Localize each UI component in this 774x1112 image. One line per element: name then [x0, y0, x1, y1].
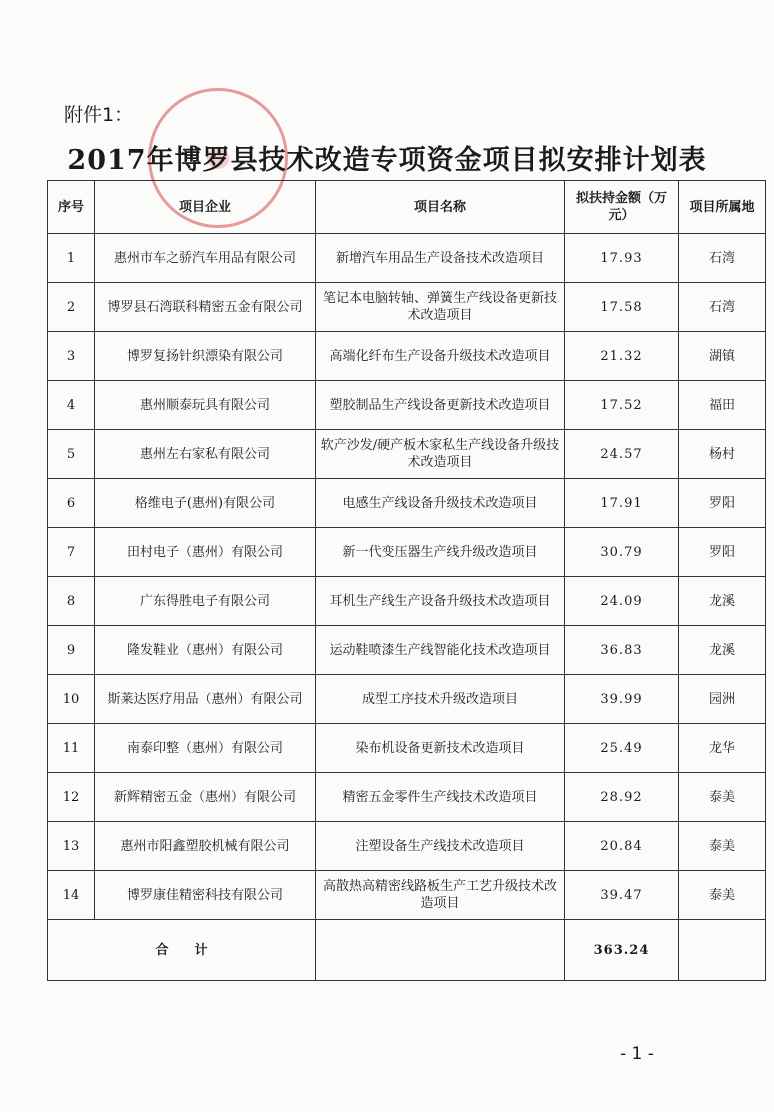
cell-project: 新一代变压器生产线升级改造项目 — [316, 528, 565, 577]
cell-index: 6 — [48, 479, 95, 528]
table-row — [48, 675, 766, 724]
header-amount: 拟扶持金额（万元） — [565, 181, 679, 234]
cell-index: 9 — [48, 626, 95, 675]
cell-index: 3 — [48, 332, 95, 381]
cell-location: 杨村 — [679, 430, 766, 479]
cell-company: 博罗复扬针织漂染有限公司 — [95, 332, 316, 381]
cell-amount: 20.84 — [565, 822, 679, 871]
table-row — [48, 577, 766, 626]
cell-company: 田村电子（惠州）有限公司 — [95, 528, 316, 577]
table-row — [48, 773, 766, 822]
cell-amount: 17.91 — [565, 479, 679, 528]
cell-index: 12 — [48, 773, 95, 822]
cell-amount: 25.49 — [565, 724, 679, 773]
cell-company: 惠州顺泰玩具有限公司 — [95, 381, 316, 430]
cell-location: 泰美 — [679, 822, 766, 871]
cell-location: 龙溪 — [679, 626, 766, 675]
cell-amount: 17.58 — [565, 283, 679, 332]
table-row — [48, 234, 766, 283]
cell-location: 福田 — [679, 381, 766, 430]
cell-index: 7 — [48, 528, 95, 577]
cell-project: 高端化纤布生产设备升级技术改造项目 — [316, 332, 565, 381]
cell-project: 耳机生产线生产设备升级技术改造项目 — [316, 577, 565, 626]
cell-location: 泰美 — [679, 773, 766, 822]
header-company: 项目企业 — [95, 181, 316, 234]
cell-amount: 36.83 — [565, 626, 679, 675]
table-row — [48, 871, 766, 920]
table-row — [48, 626, 766, 675]
cell-company: 博罗康佳精密科技有限公司 — [95, 871, 316, 920]
cell-company: 惠州市车之骄汽车用品有限公司 — [95, 234, 316, 283]
cell-amount: 39.99 — [565, 675, 679, 724]
header-location: 项目所属地 — [679, 181, 766, 234]
cell-company: 隆发鞋业（惠州）有限公司 — [95, 626, 316, 675]
table-row — [48, 528, 766, 577]
cell-project: 新增汽车用品生产设备技术改造项目 — [316, 234, 565, 283]
header-project: 项目名称 — [316, 181, 565, 234]
table-row — [48, 479, 766, 528]
total-amount: 363.24 — [565, 920, 679, 981]
cell-project: 电感生产线设备升级技术改造项目 — [316, 479, 565, 528]
cell-company: 广东得胜电子有限公司 — [95, 577, 316, 626]
cell-index: 11 — [48, 724, 95, 773]
total-row — [48, 920, 766, 981]
table-row — [48, 283, 766, 332]
cell-amount: 21.32 — [565, 332, 679, 381]
cell-amount: 39.47 — [565, 871, 679, 920]
cell-amount: 17.52 — [565, 381, 679, 430]
cell-index: 13 — [48, 822, 95, 871]
cell-project: 笔记本电脑转轴、弹簧生产线设备更新技术改造项目 — [316, 283, 565, 332]
total-location-cell — [679, 920, 766, 981]
table-row — [48, 381, 766, 430]
cell-location: 龙华 — [679, 724, 766, 773]
cell-project: 运动鞋喷漆生产线智能化技术改造项目 — [316, 626, 565, 675]
total-project-cell — [316, 920, 565, 981]
cell-project: 精密五金零件生产线技术改造项目 — [316, 773, 565, 822]
funding-plan-table — [47, 180, 766, 981]
cell-location: 泰美 — [679, 871, 766, 920]
cell-amount: 24.57 — [565, 430, 679, 479]
cell-project: 染布机设备更新技术改造项目 — [316, 724, 565, 773]
table-header-row — [48, 181, 766, 234]
cell-amount: 17.93 — [565, 234, 679, 283]
cell-project: 高散热高精密线路板生产工艺升级技术改造项目 — [316, 871, 565, 920]
cell-company: 博罗县石湾联科精密五金有限公司 — [95, 283, 316, 332]
table-row — [48, 822, 766, 871]
cell-project: 成型工序技术升级改造项目 — [316, 675, 565, 724]
cell-index: 10 — [48, 675, 95, 724]
cell-location: 石湾 — [679, 283, 766, 332]
cell-location: 罗阳 — [679, 528, 766, 577]
cell-index: 8 — [48, 577, 95, 626]
cell-company: 惠州市阳鑫塑胶机械有限公司 — [95, 822, 316, 871]
table-row — [48, 332, 766, 381]
attachment-label: 附件1： — [64, 104, 134, 126]
cell-company: 斯莱达医疗用品（惠州）有限公司 — [95, 675, 316, 724]
cell-project: 软产沙发/硬产板木家私生产线设备升级技术改造项目 — [316, 430, 565, 479]
page-number: - 1 - — [620, 1044, 654, 1064]
cell-location: 罗阳 — [679, 479, 766, 528]
cell-location: 园洲 — [679, 675, 766, 724]
cell-amount: 24.09 — [565, 577, 679, 626]
cell-amount: 30.79 — [565, 528, 679, 577]
cell-location: 湖镇 — [679, 332, 766, 381]
table-row — [48, 724, 766, 773]
cell-index: 4 — [48, 381, 95, 430]
cell-index: 5 — [48, 430, 95, 479]
page-title: 2017年博罗县技术改造专项资金项目拟安排计划表 — [67, 145, 707, 176]
cell-location: 龙溪 — [679, 577, 766, 626]
cell-company: 格维电子(惠州)有限公司 — [95, 479, 316, 528]
cell-company: 新辉精密五金（惠州）有限公司 — [95, 773, 316, 822]
cell-index: 14 — [48, 871, 95, 920]
cell-location: 石湾 — [679, 234, 766, 283]
cell-index: 1 — [48, 234, 95, 283]
cell-company: 南泰印整（惠州）有限公司 — [95, 724, 316, 773]
total-label: 合 计 — [48, 920, 316, 981]
cell-project: 塑胶制品生产线设备更新技术改造项目 — [316, 381, 565, 430]
table-row — [48, 430, 766, 479]
cell-company: 惠州左右家私有限公司 — [95, 430, 316, 479]
cell-project: 注塑设备生产线技术改造项目 — [316, 822, 565, 871]
cell-index: 2 — [48, 283, 95, 332]
header-index: 序号 — [48, 181, 95, 234]
cell-amount: 28.92 — [565, 773, 679, 822]
